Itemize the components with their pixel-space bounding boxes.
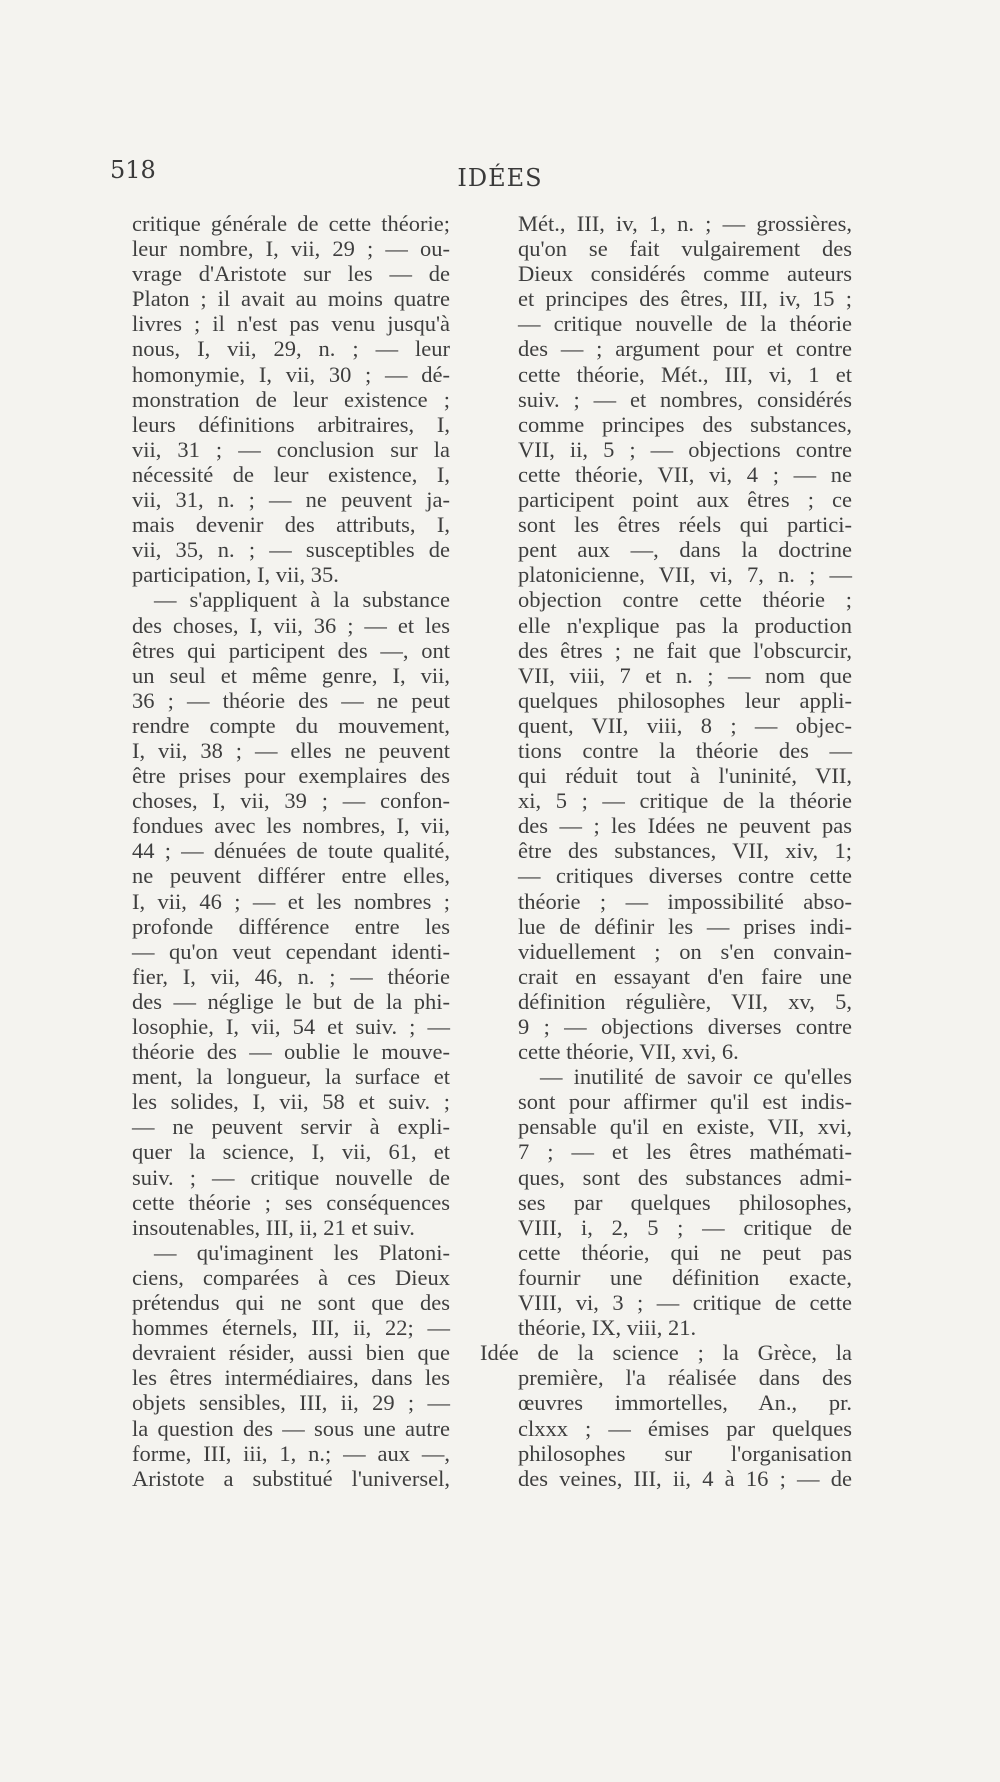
text-line: cette théorie ; ses conséquences xyxy=(132,1189,450,1215)
text-line: prétendus qui ne sont que des xyxy=(132,1290,450,1316)
text-line: théorie ; — impossibilité abso- xyxy=(518,888,852,914)
text-line: 9 ; — objections diverses contre xyxy=(518,1014,852,1039)
text-line: 44 ; — dénuées de toute qualité, xyxy=(132,838,450,864)
text-line: monstration de leur existence ; xyxy=(132,386,450,412)
text-line: Mét., III, iv, 1, n. ; — grossières, xyxy=(518,211,852,236)
text-line: cette théorie, VII, vi, 4 ; — ne xyxy=(518,461,852,487)
text-line: quelques philosophes leur appli- xyxy=(518,687,852,713)
text-line: leur nombre, I, vii, 29 ; — ou- xyxy=(132,236,450,262)
text-line: elle n'explique pas la production xyxy=(518,612,852,638)
text-line: hommes éternels, III, ii, 22; — xyxy=(132,1315,450,1341)
text-line: philosophes sur l'organisation xyxy=(518,1440,852,1466)
text-line: suiv. ; — et nombres, considérés xyxy=(518,386,852,412)
text-line: — qu'imaginent les Platoni- xyxy=(154,1239,450,1265)
text-line: I, vii, 46 ; — et les nombres ; xyxy=(132,888,450,914)
running-head: IDÉES xyxy=(457,164,543,192)
text-line: être prises pour exemplaires des xyxy=(132,763,450,789)
text-line: — qu'on veut cependant identi- xyxy=(132,938,450,964)
text-line: xi, 5 ; — critique de la théorie xyxy=(518,788,852,814)
text-line: sont pour affirmer qu'il est indis- xyxy=(518,1089,852,1115)
text-line: théorie des — oublie le mouve- xyxy=(132,1039,450,1065)
text-line: des choses, I, vii, 36 ; — et les xyxy=(132,612,450,638)
text-line: cette théorie, Mét., III, vi, 1 et xyxy=(518,361,852,387)
text-line: qu'on se fait vulgairement des xyxy=(518,236,852,262)
text-line: quer la science, I, vii, 61, et xyxy=(132,1139,450,1165)
text-line: — critique nouvelle de la théorie xyxy=(518,311,852,337)
text-line: et principes des êtres, III, iv, 15 ; xyxy=(518,286,852,312)
text-line: objection contre cette théorie ; xyxy=(518,587,852,613)
text-line: des — néglige le but de la phi- xyxy=(132,988,450,1014)
text-line: lue de définir les — prises indi- xyxy=(518,913,852,939)
text-line: comme principes des substances, xyxy=(518,411,852,437)
text-line: VII, viii, 7 et n. ; — nom que xyxy=(518,662,852,688)
text-line: — critiques diverses contre cette xyxy=(518,863,852,889)
text-line: tions contre la théorie des — xyxy=(518,737,852,763)
right-column xyxy=(480,211,852,1491)
text-line: Platon ; il avait au moins quatre xyxy=(132,286,450,312)
text-line: des — ; argument pour et contre xyxy=(518,336,852,362)
text-line: objets sensibles, III, ii, 29 ; — xyxy=(132,1390,450,1416)
text-line: fier, I, vii, 46, n. ; — théorie xyxy=(132,963,450,989)
text-line: losophie, I, vii, 54 et suiv. ; — xyxy=(132,1014,450,1039)
text-line: livres ; il n'est pas venu jusqu'à xyxy=(132,311,450,337)
text-line: vii, 35, n. ; — susceptibles de xyxy=(132,537,450,563)
text-line: mais devenir des attributs, I, xyxy=(132,512,450,538)
text-line: vii, 31, n. ; — ne peuvent ja- xyxy=(132,487,450,513)
text-line: ment, la longueur, la surface et xyxy=(132,1064,450,1090)
text-line: crait en essayant d'en faire une xyxy=(518,963,852,989)
text-line: leurs définitions arbitraires, I, xyxy=(132,411,450,437)
text-line: — ne peuvent servir à expli- xyxy=(132,1114,450,1140)
text-line: fournir une définition exacte, xyxy=(518,1264,852,1290)
text-line: I, vii, 38 ; — elles ne peuvent xyxy=(132,737,450,763)
text-line: platonicienne, VII, vi, 7, n. ; — xyxy=(518,562,852,588)
text-line: êtres qui participent des —, ont xyxy=(132,637,450,663)
text-line: insoutenables, III, ii, 21 et suiv. xyxy=(132,1214,415,1240)
text-line: ciens, comparées à ces Dieux xyxy=(132,1264,450,1290)
text-line: homonymie, I, vii, 30 ; — dé- xyxy=(132,361,450,387)
text-line: choses, I, vii, 39 ; — confon- xyxy=(132,788,450,814)
text-line: quent, VII, viii, 8 ; — objec- xyxy=(518,712,852,738)
text-line: viduellement ; on s'en convain- xyxy=(518,938,852,964)
text-line: — inutilité de savoir ce qu'elles xyxy=(540,1064,852,1090)
text-line: devraient résider, aussi bien que xyxy=(132,1340,450,1366)
page-number: 518 xyxy=(110,156,156,184)
text-line: ses par quelques philosophes, xyxy=(518,1189,852,1215)
text-line: suiv. ; — critique nouvelle de xyxy=(132,1164,450,1190)
text-line: ne peuvent différer entre elles, xyxy=(132,863,450,889)
text-line: Aristote a substitué l'universel, xyxy=(132,1465,450,1491)
text-line: cette théorie, VII, xvi, 6. xyxy=(518,1039,739,1065)
text-line: les êtres intermédiaires, dans les xyxy=(132,1365,450,1391)
text-line: 36 ; — théorie des — ne peut xyxy=(132,687,450,713)
text-line: Dieux considérés comme auteurs xyxy=(518,261,852,287)
text-line: première, l'a réalisée dans des xyxy=(518,1365,852,1391)
text-line: sont les êtres réels qui partici- xyxy=(518,512,852,538)
text-line: cette théorie, qui ne peut pas xyxy=(518,1239,852,1265)
text-line: rendre compte du mouvement, xyxy=(132,712,450,738)
text-line: clxxx ; — émises par quelques xyxy=(518,1415,852,1441)
text-line: VII, ii, 5 ; — objections contre xyxy=(518,436,852,462)
text-line: les solides, I, vii, 58 et suiv. ; xyxy=(132,1089,450,1115)
text-line: Idée de la science ; la Grèce, la xyxy=(480,1340,852,1366)
text-line: participation, I, vii, 35. xyxy=(132,562,339,588)
text-line: nous, I, vii, 29, n. ; — leur xyxy=(132,336,450,362)
text-line: théorie, IX, viii, 21. xyxy=(518,1315,697,1341)
text-line: 7 ; — et les êtres mathémati- xyxy=(518,1139,852,1165)
text-line: fondues avec les nombres, I, vii, xyxy=(132,813,450,839)
text-line: vrage d'Aristote sur les — de xyxy=(132,261,450,287)
left-column xyxy=(132,211,450,1491)
text-line: qui réduit tout à l'uninité, VII, xyxy=(518,763,852,789)
text-line: œuvres immortelles, An., pr. xyxy=(518,1390,852,1416)
text-line: pensable qu'il en existe, VII, xvi, xyxy=(518,1114,852,1140)
text-line: pent aux —, dans la doctrine xyxy=(518,537,852,563)
text-line: vii, 31 ; — conclusion sur la xyxy=(132,436,450,462)
text-line: des — ; les Idées ne peuvent pas xyxy=(518,813,852,839)
text-line: participent point aux êtres ; ce xyxy=(518,487,852,513)
text-line: des veines, III, ii, 4 à 16 ; — de xyxy=(518,1465,852,1491)
text-line: un seul et même genre, I, vii, xyxy=(132,662,450,688)
text-line: ques, sont des substances admi- xyxy=(518,1164,852,1190)
text-line: nécessité de leur existence, I, xyxy=(132,461,450,487)
text-line: critique générale de cette théorie; xyxy=(132,211,450,236)
text-line: être des substances, VII, xiv, 1; xyxy=(518,838,852,864)
text-line: des êtres ; ne fait que l'obscurcir, xyxy=(518,637,852,663)
text-line: définition régulière, VII, xv, 5, xyxy=(518,988,852,1014)
text-line: — s'appliquent à la substance xyxy=(154,587,450,613)
text-line: la question des — sous une autre xyxy=(132,1415,450,1441)
text-line: profonde différence entre les xyxy=(132,913,450,939)
text-line: forme, III, iii, 1, n.; — aux —, xyxy=(132,1440,450,1466)
text-line: VIII, i, 2, 5 ; — critique de xyxy=(518,1214,852,1240)
text-line: VIII, vi, 3 ; — critique de cette xyxy=(518,1290,852,1316)
